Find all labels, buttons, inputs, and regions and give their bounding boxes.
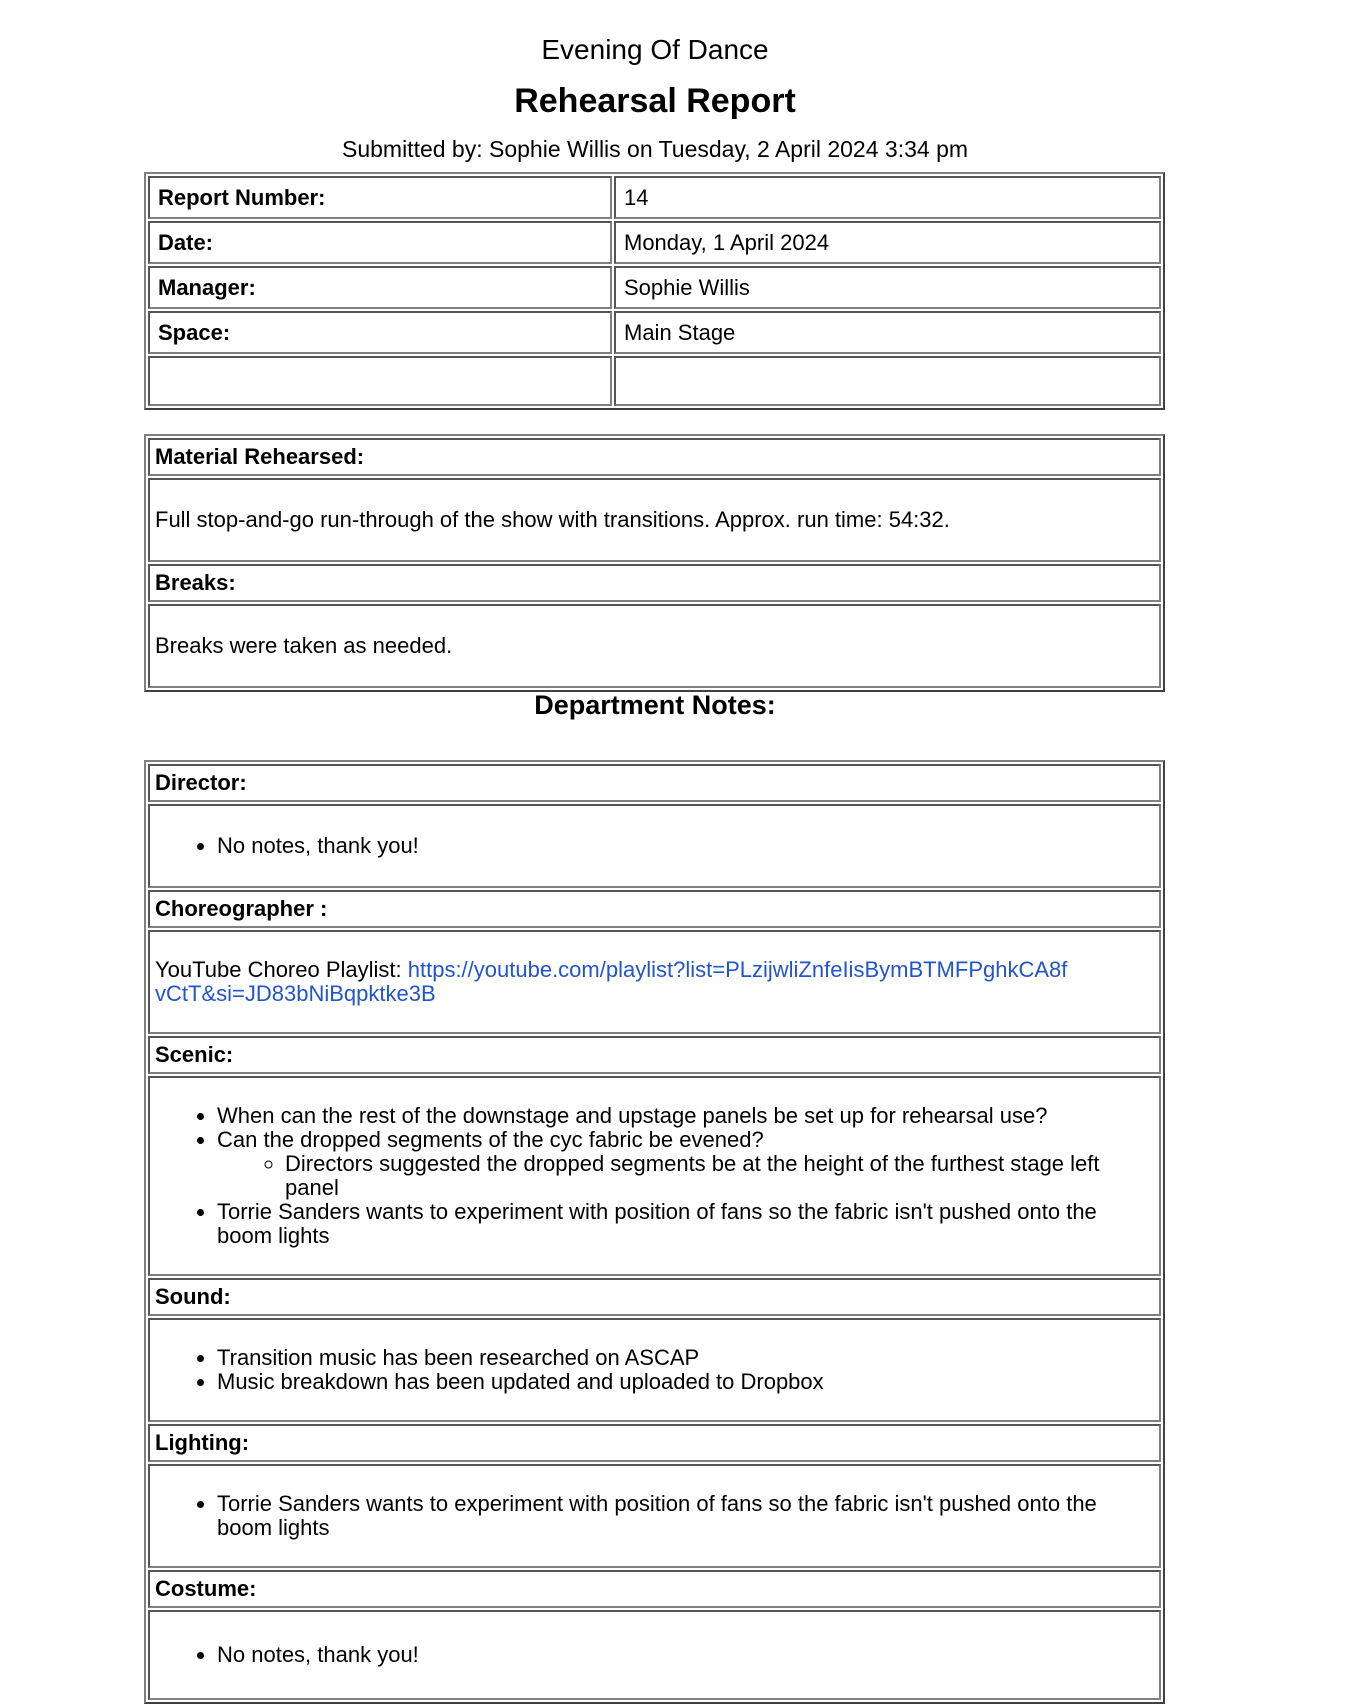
choreographer-label: Choreographer : — [148, 890, 1161, 928]
blank-row — [148, 356, 1161, 406]
report-number-label: Report Number: — [148, 176, 612, 219]
list-item: • No notes, thank you! — [217, 834, 1154, 858]
director-list — [155, 834, 1154, 858]
department-notes-title: Department Notes: — [534, 690, 776, 720]
space-value: Main Stage — [614, 311, 1161, 354]
choreographer-notes — [148, 930, 1161, 1034]
scenic-notes — [148, 1076, 1161, 1276]
list-item: • Torrie Sanders wants to experiment with position of fans so the fabric isn't pushed onto the boom lights — [217, 1200, 1154, 1248]
list-item: • Music breakdown has been updated and uploaded to Dropbox — [217, 1370, 1154, 1394]
space-row — [148, 311, 1161, 354]
manager-row — [148, 266, 1161, 309]
scenic-list — [155, 1104, 1154, 1248]
space-label: Space: — [148, 311, 612, 354]
lighting-list — [155, 1492, 1154, 1540]
manager-value: Sophie Willis — [614, 266, 1161, 309]
material-text: Full stop-and-go run-through of the show with transitions. Approx. run time: 54:32. — [148, 478, 1161, 562]
list-item — [217, 1128, 1154, 1200]
sound-label: Sound: — [148, 1278, 1161, 1316]
list-item: • No notes, thank you! — [217, 1643, 1154, 1667]
costume-list — [155, 1643, 1154, 1667]
scenic-label: Scenic: — [148, 1036, 1161, 1074]
list-item: • When can the rest of the downstage and upstage panels be set up for rehearsal use? — [217, 1104, 1154, 1128]
report-title: Rehearsal Report — [514, 82, 796, 120]
department-notes-table — [144, 760, 1165, 1704]
playlist-link-continued[interactable]: vCtT&si=JD83bNiBqpktke3B — [155, 981, 436, 1006]
list-item-text: Can the dropped segments of the cyc fabric be evened? — [217, 1127, 764, 1152]
list-item: • Torrie Sanders wants to experiment with position of fans so the fabric isn't pushed onto the boom lights — [217, 1492, 1154, 1540]
playlist-link[interactable]: https://youtube.com/playlist?list=PLzijwliZnfeIisBymBTMFPghkCA8f — [407, 957, 1068, 982]
lighting-label: Lighting: — [148, 1424, 1161, 1462]
report-info-table — [144, 172, 1165, 410]
manager-label: Manager: — [148, 266, 612, 309]
blank-cell-right — [614, 356, 1161, 406]
director-label: Director: — [148, 764, 1161, 802]
scenic-sublist — [217, 1152, 1154, 1200]
costume-notes — [148, 1610, 1161, 1700]
show-title: Evening Of Dance — [541, 34, 769, 65]
report-number-row — [148, 176, 1161, 219]
sub-list-item: ◦ Directors suggested the dropped segments be at the height of the furthest stage left panel — [285, 1152, 1154, 1200]
lighting-notes — [148, 1464, 1161, 1568]
material-breaks-table — [144, 434, 1165, 692]
date-row — [148, 221, 1161, 264]
breaks-label: Breaks: — [148, 564, 1161, 602]
blank-cell-left — [148, 356, 612, 406]
breaks-text: Breaks were taken as needed. — [148, 604, 1161, 688]
playlist-prefix: YouTube Choreo Playlist: — [155, 957, 408, 982]
material-label: Material Rehearsed: — [148, 438, 1161, 476]
director-notes — [148, 804, 1161, 888]
sound-list — [155, 1346, 1154, 1394]
sound-notes — [148, 1318, 1161, 1422]
costume-label: Costume: — [148, 1570, 1161, 1608]
date-label: Date: — [148, 221, 612, 264]
date-value: Monday, 1 April 2024 — [614, 221, 1161, 264]
list-item: • Transition music has been researched on ASCAP — [217, 1346, 1154, 1370]
report-number-value: 14 — [614, 176, 1161, 219]
submitted-by: Submitted by: Sophie Willis on Tuesday, 2 April 2024 3:34 pm — [341, 136, 969, 162]
